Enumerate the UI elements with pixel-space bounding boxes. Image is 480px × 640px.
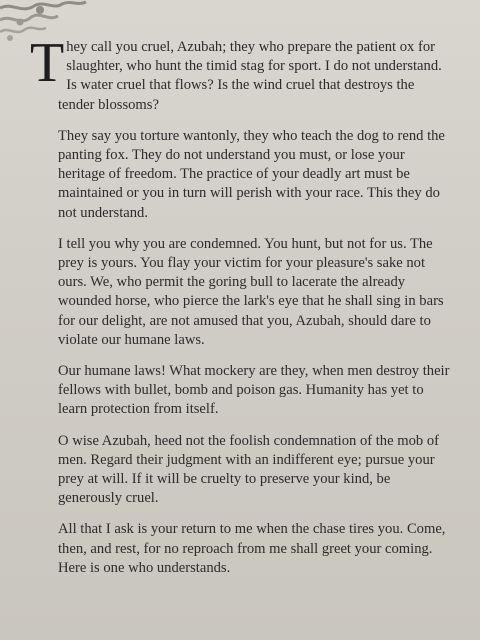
- essay-text: [30, 32, 450, 590]
- paragraph-5: O wise Azubah, heed not the foolish condemnation of the mob of men. Regard their judgment with an indifferent eye; pursue your prey at will. If it will be cruelty to preserve your kind, be generously cruel.: [58, 432, 439, 507]
- paragraph-1: [30, 32, 450, 115]
- paragraph-1-text: hey call you cruel, Azubah; they who prepare the patient ox for slaughter, who hunt the timid stag for sport. I do not understand. Is water cruel that flows? Is the wind cruel that destroys the tender blossoms?: [58, 39, 442, 113]
- paragraph-6: All that I ask is your return to me when the chase tires you. Come, then, and rest, for no reproach from me shall greet your coming. Here is one who understands.: [58, 521, 446, 576]
- paragraph-2: They say you torture wantonly, they who teach the dog to rend the panting fox. They do not understand you must, or lose your heritage of freedom. The practice of your deadly art must be maintained or you in turn will perish with your race. This they do not understand.: [58, 127, 445, 221]
- drop-cap: T: [30, 32, 65, 94]
- paragraph-3: I tell you why you are condemned. You hunt, but not for us. The prey is yours. You flay your victim for your pleasure's sake not ours. We, who permit the goring bull to lacerate the already wounded horse, who pierce the lark's eye that he shall sing in bars for our delight, are not amused that you, Azubah, should dare to violate our humane laws.: [58, 235, 444, 348]
- paragraph-4: Our humane laws! What mockery are they, when men destroy their fellows with bullet, bomb and poison gas. Humanity has yet to learn protection from itself.: [58, 363, 450, 418]
